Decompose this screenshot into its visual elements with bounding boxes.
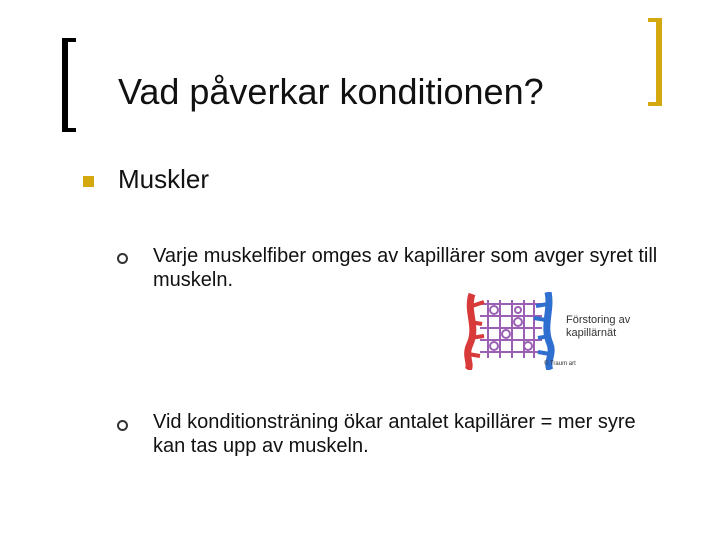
sub-bullet-2: Vid konditionsträning ökar antalet kapillärer = mer syre kan tas upp av muskeln. (153, 411, 636, 457)
right-bracket-decoration (648, 18, 662, 106)
capillary-network-illustration (458, 292, 566, 370)
figure-credit: © Traum art (544, 361, 576, 367)
square-bullet-icon (83, 176, 94, 187)
bullet-muskler: Muskler (118, 164, 210, 194)
capillary-mesh (480, 300, 542, 358)
figure-caption: Förstoring av kapillärnät (566, 314, 631, 339)
ring-bullet-icon (117, 420, 128, 431)
sub-bullet-1: Varje muskelfiber omges av kapillärer som avger syret till muskeln. (153, 245, 658, 291)
ring-bullet-icon (117, 253, 128, 264)
slide-title: Vad påverkar konditionen? (118, 71, 544, 112)
left-bracket-decoration (62, 38, 76, 132)
artery-shape (468, 294, 484, 370)
